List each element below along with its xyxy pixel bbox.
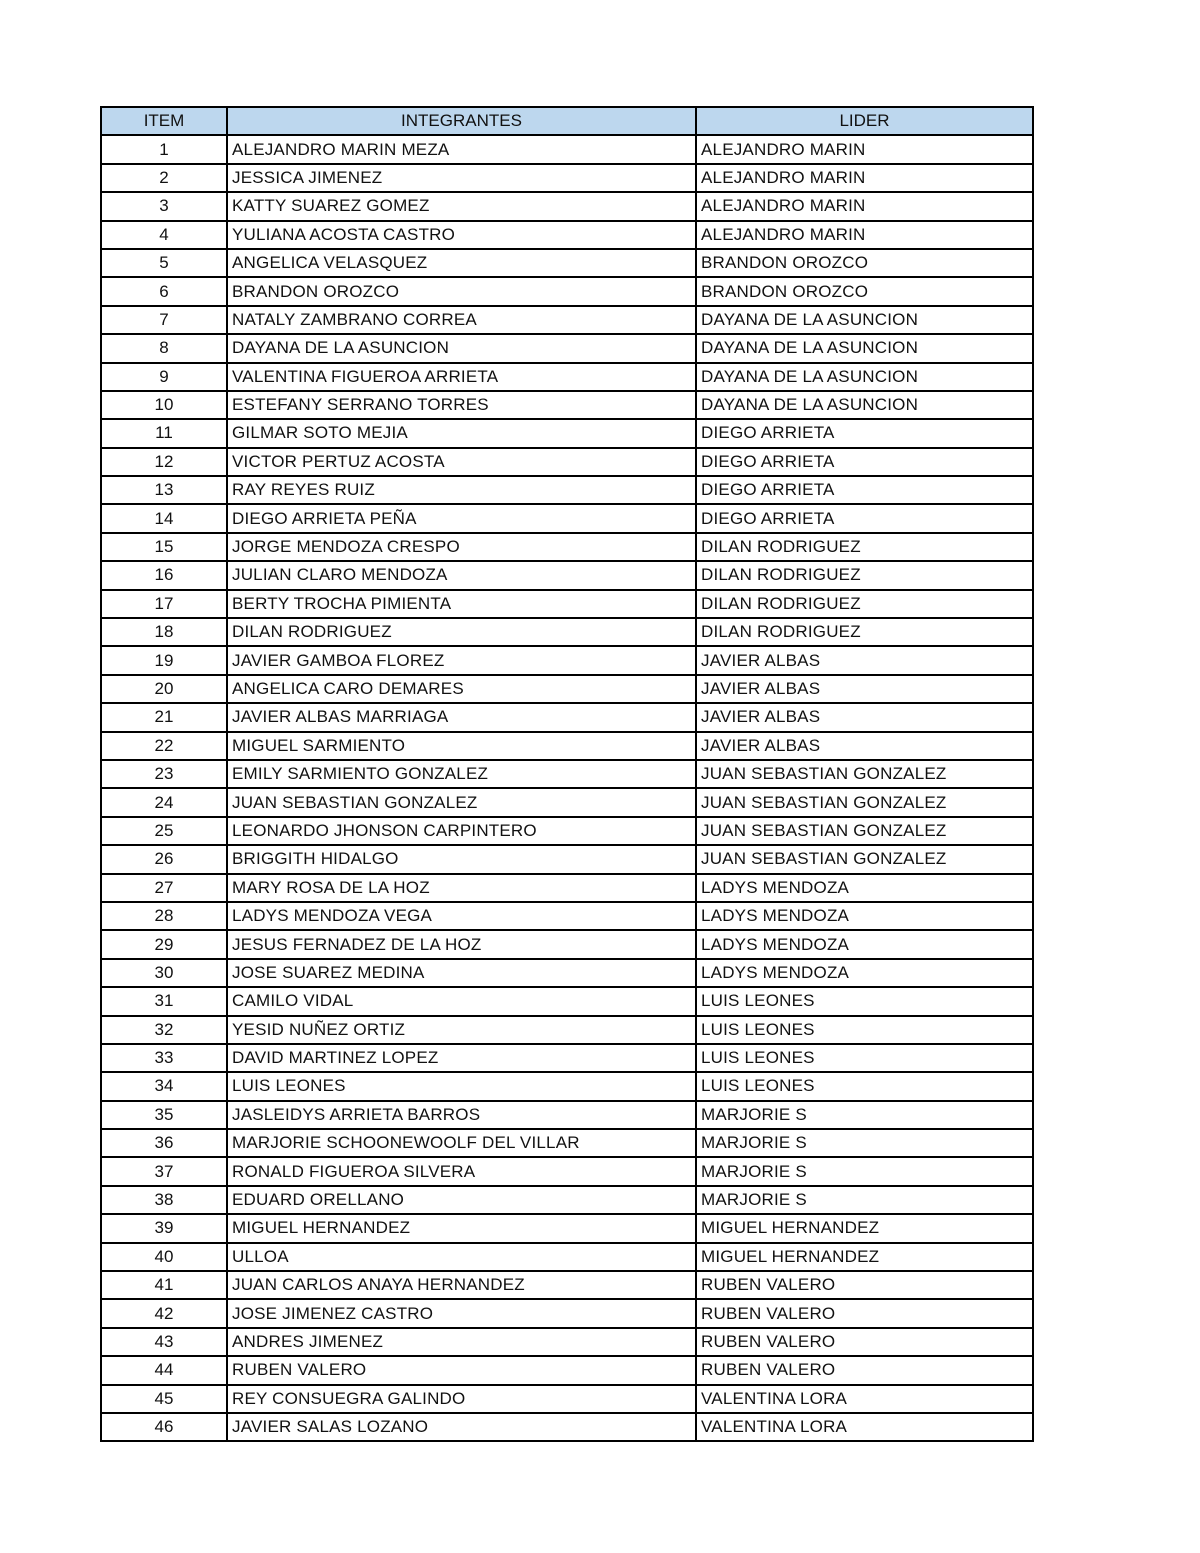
item-cell: 12 [101,448,227,476]
table-row [101,561,1033,589]
table-row [101,874,1033,902]
item-cell: 38 [101,1186,227,1214]
table-row [101,277,1033,305]
table-row [101,419,1033,447]
table-row [101,590,1033,618]
lider-cell: RUBEN VALERO [696,1299,1033,1327]
integrante-cell: VICTOR PERTUZ ACOSTA [227,448,696,476]
lider-cell: LUIS LEONES [696,987,1033,1015]
table-row [101,1129,1033,1157]
item-cell: 18 [101,618,227,646]
lider-cell: VALENTINA LORA [696,1413,1033,1441]
integrante-cell: JAVIER SALAS LOZANO [227,1413,696,1441]
item-cell: 3 [101,192,227,220]
lider-cell: DIEGO ARRIETA [696,476,1033,504]
table-row [101,135,1033,163]
integrante-cell: YESID NUÑEZ ORTIZ [227,1016,696,1044]
item-cell: 4 [101,221,227,249]
table-row [101,476,1033,504]
table-row [101,448,1033,476]
integrante-cell: VALENTINA FIGUEROA ARRIETA [227,363,696,391]
lider-cell: DAYANA DE LA ASUNCION [696,363,1033,391]
lider-cell: MARJORIE S [696,1101,1033,1129]
integrante-cell: JAVIER GAMBOA FLOREZ [227,646,696,674]
header-integrantes: INTEGRANTES [227,107,696,135]
lider-cell: DILAN RODRIGUEZ [696,618,1033,646]
table-row [101,930,1033,958]
table-row [101,306,1033,334]
integrante-cell: REY CONSUEGRA GALINDO [227,1385,696,1413]
integrante-cell: EMILY SARMIENTO GONZALEZ [227,760,696,788]
lider-cell: RUBEN VALERO [696,1328,1033,1356]
header-row [101,107,1033,135]
table-row [101,760,1033,788]
document-sheet [100,106,1032,1442]
integrante-cell: CAMILO VIDAL [227,987,696,1015]
lider-cell: DIEGO ARRIETA [696,448,1033,476]
item-cell: 11 [101,419,227,447]
item-cell: 30 [101,959,227,987]
table-row [101,845,1033,873]
integrante-cell: EDUARD ORELLANO [227,1186,696,1214]
item-cell: 26 [101,845,227,873]
integrante-cell: JESSICA JIMENEZ [227,164,696,192]
table-row [101,1385,1033,1413]
table-row [101,1356,1033,1384]
lider-cell: MARJORIE S [696,1157,1033,1185]
integrante-cell: ANGELICA VELASQUEZ [227,249,696,277]
table-row [101,703,1033,731]
integrante-cell: LADYS MENDOZA VEGA [227,902,696,930]
lider-cell: JAVIER ALBAS [696,646,1033,674]
item-cell: 29 [101,930,227,958]
item-cell: 33 [101,1044,227,1072]
table-row [101,1214,1033,1242]
item-cell: 20 [101,675,227,703]
integrante-cell: RONALD FIGUEROA SILVERA [227,1157,696,1185]
item-cell: 21 [101,703,227,731]
integrante-cell: MIGUEL HERNANDEZ [227,1214,696,1242]
item-cell: 31 [101,987,227,1015]
integrante-cell: JULIAN CLARO MENDOZA [227,561,696,589]
table-row [101,192,1033,220]
lider-cell: MARJORIE S [696,1129,1033,1157]
table-row [101,533,1033,561]
integrante-cell: BERTY TROCHA PIMIENTA [227,590,696,618]
lider-cell: ALEJANDRO MARIN [696,135,1033,163]
lider-cell: ALEJANDRO MARIN [696,164,1033,192]
integrante-cell: DAYANA DE LA ASUNCION [227,334,696,362]
item-cell: 44 [101,1356,227,1384]
lider-cell: LADYS MENDOZA [696,874,1033,902]
lider-cell: LADYS MENDOZA [696,902,1033,930]
lider-cell: MIGUEL HERNANDEZ [696,1214,1033,1242]
integrante-cell: RAY REYES RUIZ [227,476,696,504]
integrante-cell: MARJORIE SCHOONEWOOLF DEL VILLAR [227,1129,696,1157]
integrante-cell: RUBEN VALERO [227,1356,696,1384]
item-cell: 39 [101,1214,227,1242]
lider-cell: LADYS MENDOZA [696,959,1033,987]
item-cell: 25 [101,817,227,845]
integrante-cell: JORGE MENDOZA CRESPO [227,533,696,561]
integrante-cell: KATTY SUAREZ GOMEZ [227,192,696,220]
integrante-cell: BRIGGITH HIDALGO [227,845,696,873]
lider-cell: DAYANA DE LA ASUNCION [696,391,1033,419]
table-row [101,504,1033,532]
integrante-cell: ANDRES JIMENEZ [227,1328,696,1356]
table-row [101,1271,1033,1299]
integrante-cell: JUAN CARLOS ANAYA HERNANDEZ [227,1271,696,1299]
item-cell: 16 [101,561,227,589]
item-cell: 34 [101,1072,227,1100]
table-row [101,391,1033,419]
item-cell: 35 [101,1101,227,1129]
table-header [101,107,1033,135]
table-row [101,1243,1033,1271]
item-cell: 7 [101,306,227,334]
lider-cell: ALEJANDRO MARIN [696,221,1033,249]
integrante-cell: YULIANA ACOSTA CASTRO [227,221,696,249]
table-row [101,249,1033,277]
lider-cell: MIGUEL HERNANDEZ [696,1243,1033,1271]
lider-cell: JAVIER ALBAS [696,675,1033,703]
lider-cell: RUBEN VALERO [696,1356,1033,1384]
table-row [101,675,1033,703]
table-row [101,902,1033,930]
lider-cell: VALENTINA LORA [696,1385,1033,1413]
integrante-cell: ANGELICA CARO DEMARES [227,675,696,703]
table-row [101,334,1033,362]
header-lider: LIDER [696,107,1033,135]
lider-cell: LUIS LEONES [696,1044,1033,1072]
item-cell: 24 [101,788,227,816]
table-row [101,1101,1033,1129]
lider-cell: LUIS LEONES [696,1072,1033,1100]
table-row [101,1157,1033,1185]
integrante-cell: DILAN RODRIGUEZ [227,618,696,646]
integrante-cell: JOSE JIMENEZ CASTRO [227,1299,696,1327]
item-cell: 9 [101,363,227,391]
lider-cell: LUIS LEONES [696,1016,1033,1044]
table-row [101,1413,1033,1441]
lider-cell: BRANDON OROZCO [696,277,1033,305]
lider-cell: DILAN RODRIGUEZ [696,533,1033,561]
item-cell: 8 [101,334,227,362]
item-cell: 15 [101,533,227,561]
lider-cell: JUAN SEBASTIAN GONZALEZ [696,817,1033,845]
integrante-cell: JESUS FERNADEZ DE LA HOZ [227,930,696,958]
item-cell: 1 [101,135,227,163]
table-row [101,1299,1033,1327]
integrante-cell: BRANDON OROZCO [227,277,696,305]
item-cell: 42 [101,1299,227,1327]
integrante-cell: ULLOA [227,1243,696,1271]
item-cell: 19 [101,646,227,674]
integrante-cell: JASLEIDYS ARRIETA BARROS [227,1101,696,1129]
lider-cell: DIEGO ARRIETA [696,504,1033,532]
table-row [101,1186,1033,1214]
integrante-cell: JUAN SEBASTIAN GONZALEZ [227,788,696,816]
table-row [101,646,1033,674]
item-cell: 6 [101,277,227,305]
item-cell: 27 [101,874,227,902]
integrante-cell: JAVIER ALBAS MARRIAGA [227,703,696,731]
table-row [101,987,1033,1015]
lider-cell: DILAN RODRIGUEZ [696,590,1033,618]
table-row [101,1016,1033,1044]
integrante-cell: MIGUEL SARMIENTO [227,732,696,760]
lider-cell: BRANDON OROZCO [696,249,1033,277]
item-cell: 45 [101,1385,227,1413]
table-row [101,221,1033,249]
table-row [101,1328,1033,1356]
item-cell: 32 [101,1016,227,1044]
lider-cell: JAVIER ALBAS [696,732,1033,760]
integrante-cell: NATALY ZAMBRANO CORREA [227,306,696,334]
lider-cell: DILAN RODRIGUEZ [696,561,1033,589]
table-row [101,164,1033,192]
item-cell: 13 [101,476,227,504]
table-row [101,1072,1033,1100]
lider-cell: RUBEN VALERO [696,1271,1033,1299]
item-cell: 28 [101,902,227,930]
lider-cell: JAVIER ALBAS [696,703,1033,731]
integrante-cell: GILMAR SOTO MEJIA [227,419,696,447]
table-row [101,732,1033,760]
integrante-cell: DIEGO ARRIETA PEÑA [227,504,696,532]
integrante-cell: ALEJANDRO MARIN MEZA [227,135,696,163]
item-cell: 46 [101,1413,227,1441]
table-row [101,788,1033,816]
integrante-cell: DAVID MARTINEZ LOPEZ [227,1044,696,1072]
table-row [101,618,1033,646]
header-item: ITEM [101,107,227,135]
item-cell: 40 [101,1243,227,1271]
lider-cell: DIEGO ARRIETA [696,419,1033,447]
integrante-cell: MARY ROSA DE LA HOZ [227,874,696,902]
item-cell: 14 [101,504,227,532]
item-cell: 10 [101,391,227,419]
table-body [101,135,1033,1441]
item-cell: 41 [101,1271,227,1299]
integrante-cell: LUIS LEONES [227,1072,696,1100]
lider-cell: DAYANA DE LA ASUNCION [696,334,1033,362]
item-cell: 2 [101,164,227,192]
integrante-cell: ESTEFANY SERRANO TORRES [227,391,696,419]
members-table [100,106,1034,1442]
item-cell: 37 [101,1157,227,1185]
lider-cell: JUAN SEBASTIAN GONZALEZ [696,845,1033,873]
table-row [101,817,1033,845]
item-cell: 36 [101,1129,227,1157]
item-cell: 5 [101,249,227,277]
item-cell: 22 [101,732,227,760]
item-cell: 23 [101,760,227,788]
item-cell: 43 [101,1328,227,1356]
lider-cell: JUAN SEBASTIAN GONZALEZ [696,760,1033,788]
lider-cell: DAYANA DE LA ASUNCION [696,306,1033,334]
table-row [101,363,1033,391]
lider-cell: JUAN SEBASTIAN GONZALEZ [696,788,1033,816]
table-row [101,959,1033,987]
item-cell: 17 [101,590,227,618]
lider-cell: MARJORIE S [696,1186,1033,1214]
lider-cell: ALEJANDRO MARIN [696,192,1033,220]
integrante-cell: JOSE SUAREZ MEDINA [227,959,696,987]
lider-cell: LADYS MENDOZA [696,930,1033,958]
integrante-cell: LEONARDO JHONSON CARPINTERO [227,817,696,845]
table-row [101,1044,1033,1072]
